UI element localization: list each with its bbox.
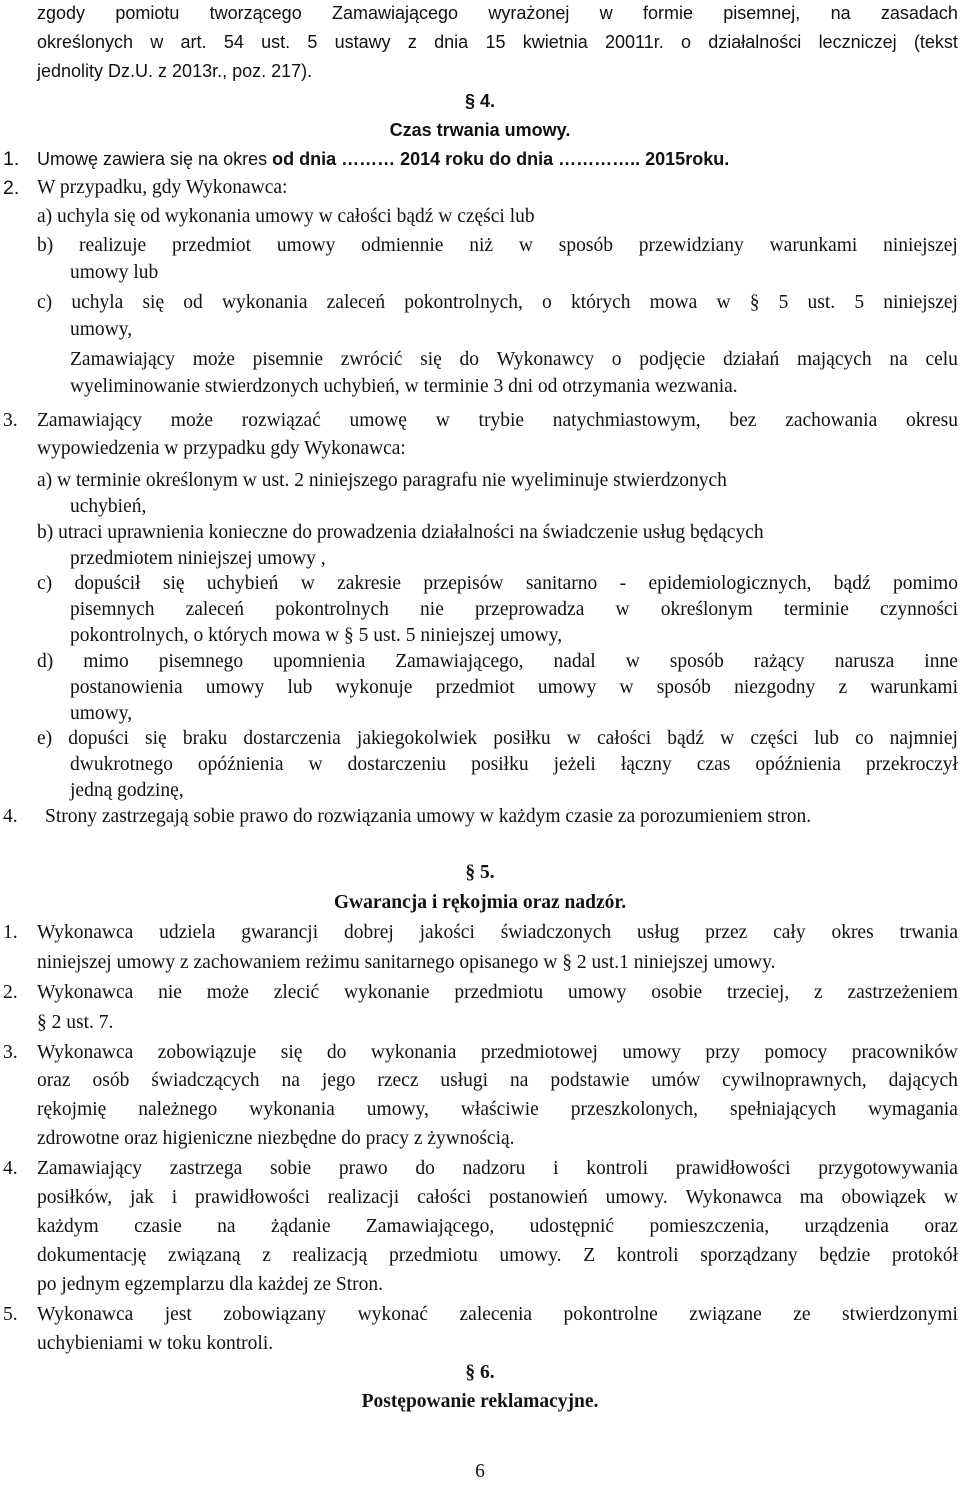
s5-item-4-line-4: dokumentację związaną z realizacją przedmiotu umowy. Z kontroli sporządzany będzie protokół <box>37 1245 958 1266</box>
s5-item-3-line-2: oraz osób świadczących na jego rzecz usługi na podstawie umów cywilnoprawnych, dających <box>37 1070 958 1091</box>
s4-item-2a: a) uchyla się od wykonania umowy w całości bądź w części lub <box>37 206 535 227</box>
s5-item-3-line-1: Wykonawca zobowiązuje się do wykonania przedmiotowej umowy przy pomocy pracowników <box>37 1042 958 1063</box>
s5-item-5-number: 5. <box>3 1304 18 1325</box>
s4-item-4-number: 4. <box>3 806 18 827</box>
s5-item-4-line-3: każdym czasie na żądanie Zamawiającego, udostępnić pomieszczenia, urządzenia oraz <box>37 1216 958 1237</box>
s4-item-3c-line-1: c) dopuścił się uchybień w zakresie przepisów sanitarno - epidemiologicznych, bądź pomimo <box>37 573 958 594</box>
page-number: 6 <box>475 1461 485 1482</box>
s5-item-1-line-2: niniejszej umowy z zachowaniem reżimu sanitarnego opisanego w § 2 ust.1 niniejszej umowy. <box>37 952 776 973</box>
s5-item-2-line-2: § 2 ust. 7. <box>37 1012 114 1033</box>
s5-item-4-line-2: posiłków, jak i prawidłowości realizacji całości postanowień umowy. Wykonawca ma obowiązek w <box>37 1187 958 1208</box>
s4-item-2-number: 2. <box>3 177 20 199</box>
s4-item-3d-line-2: postanowienia umowy lub wykonuje przedmiot umowy w sposób niezgodny z warunkami <box>70 677 958 698</box>
section-4-title: Czas trwania umowy. <box>389 120 571 140</box>
s4-item-3-line-1: Zamawiający może rozwiązać umowę w trybie natychmiastowym, bez zachowania okresu <box>37 410 958 431</box>
section-4-heading: § 4. <box>464 91 496 111</box>
s4-item-3e-line-2: dwukrotnego opóźnienia w dostarczeniu posiłku jeżeli łączny czas opóźnienia przekroczył <box>70 754 958 775</box>
s5-item-4-line-5: po jednym egzemplarzu dla każdej ze Stron. <box>37 1274 383 1295</box>
s4-item-4: Strony zastrzegają sobie prawo do rozwiązania umowy w każdym czasie za porozumieniem stron. <box>45 806 812 827</box>
s5-item-4-number: 4. <box>3 1158 18 1179</box>
s4-item-3-number: 3. <box>3 410 18 431</box>
s4-item-3e-line-1: e) dopuści się braku dostarczenia jakiegokolwiek posiłku w całości bądź w części lub co najmniej <box>37 728 958 749</box>
s4-item-3a-line-2: uchybień, <box>70 496 147 517</box>
intro-line-1: zgody pomiotu tworzącego Zamawiającego wyrażonej w formie pisemnej, na zasadach <box>37 3 958 23</box>
section-5-heading: § 5. <box>465 862 495 883</box>
s5-item-5-line-2: uchybieniami w toku kontroli. <box>37 1333 274 1354</box>
section-6-title: Postępowanie reklamacyjne. <box>361 1391 599 1412</box>
s5-item-2-number: 2. <box>3 982 18 1003</box>
intro-line-2: określonych w art. 54 ust. 5 ustawy z dnia 15 kwietnia 20011r. o działalności leczniczej (tekst <box>37 32 958 52</box>
s5-item-2-line-1: Wykonawca nie może zlecić wykonanie przedmiotu umowy osobie trzeciej, z zastrzeżeniem <box>37 982 958 1003</box>
s5-item-3-line-4: zdrowotne oraz higieniczne niezbędne do pracy z żywnością. <box>37 1128 515 1149</box>
s4-item-2b-line-1: b) realizuje przedmiot umowy odmiennie niż w sposób przewidziany warunkami niniejszej <box>37 235 958 256</box>
s4-item-2c-line-1: c) uchyla się od wykonania zaleceń pokontrolnych, o których mowa w § 5 ust. 5 niniejszej <box>37 292 958 313</box>
s5-item-1-line-1: Wykonawca udziela gwarancji dobrej jakości świadczonych usług przez cały okres trwania <box>37 922 958 943</box>
s5-item-4-line-1: Zamawiający zastrzega sobie prawo do nadzoru i kontroli prawidłowości przygotowywania <box>37 1158 958 1179</box>
s4-item-2c-line-2: umowy, <box>70 319 133 340</box>
section-5-title: Gwarancja i rękojmia oraz nadzór. <box>333 892 627 913</box>
s4-item-3a-line-1: a) w terminie określonym w ust. 2 niniejszego paragrafu nie wyeliminuje stwierdzonych <box>37 470 727 491</box>
s4-item-3b-line-2: przedmiotem niniejszej umowy , <box>70 548 326 569</box>
s4-item-2-consequence-line-2: wyeliminowanie stwierdzonych uchybień, w terminie 3 dni od otrzymania wezwania. <box>70 376 738 397</box>
s4-item-2b-line-2: umowy lub <box>70 262 159 283</box>
s4-item-1-number: 1. <box>3 148 20 170</box>
s4-item-3-line-2: wypowiedzenia w przypadku gdy Wykonawca: <box>37 438 406 459</box>
s4-item-3c-line-2: pisemnych zaleceń pokontrolnych nie przeprowadza w określonym terminie czynności <box>70 599 958 620</box>
s5-item-1-number: 1. <box>3 922 18 943</box>
s4-item-1: Umowę zawiera się na okres od dnia ……… 2014 roku do dnia ………….. 2015roku. <box>37 149 730 169</box>
section-6-heading: § 6. <box>465 1362 495 1383</box>
s5-item-5-line-1: Wykonawca jest zobowiązany wykonać zalecenia pokontrolne związane ze stwierdzonymi <box>37 1304 958 1325</box>
s4-item-3d-line-1: d) mimo pisemnego upomnienia Zamawiającego, nadal w sposób rażący narusza inne <box>37 651 958 672</box>
s4-item-2: W przypadku, gdy Wykonawca: <box>37 177 288 198</box>
s5-item-3-number: 3. <box>3 1042 18 1063</box>
s4-item-3d-line-3: umowy, <box>70 703 133 724</box>
intro-line-3: jednolity Dz.U. z 2013r., poz. 217). <box>37 61 313 81</box>
s5-item-3-line-3: rękojmię należnego wykonania umowy, właściwie przeszkolonych, spełniających wymagania <box>37 1099 958 1120</box>
s4-item-3e-line-3: jedną godzinę, <box>70 780 184 801</box>
s4-item-3b-line-1: b) utraci uprawnienia konieczne do prowadzenia działalności na świadczenie usług będących <box>37 522 764 543</box>
s4-item-3c-line-3: pokontrolnych, o których mowa w § 5 ust. 5 niniejszej umowy, <box>70 625 563 646</box>
s4-item-2-consequence-line-1: Zamawiający może pisemnie zwrócić się do Wykonawcy o podjęcie działań mających na celu <box>70 349 958 370</box>
